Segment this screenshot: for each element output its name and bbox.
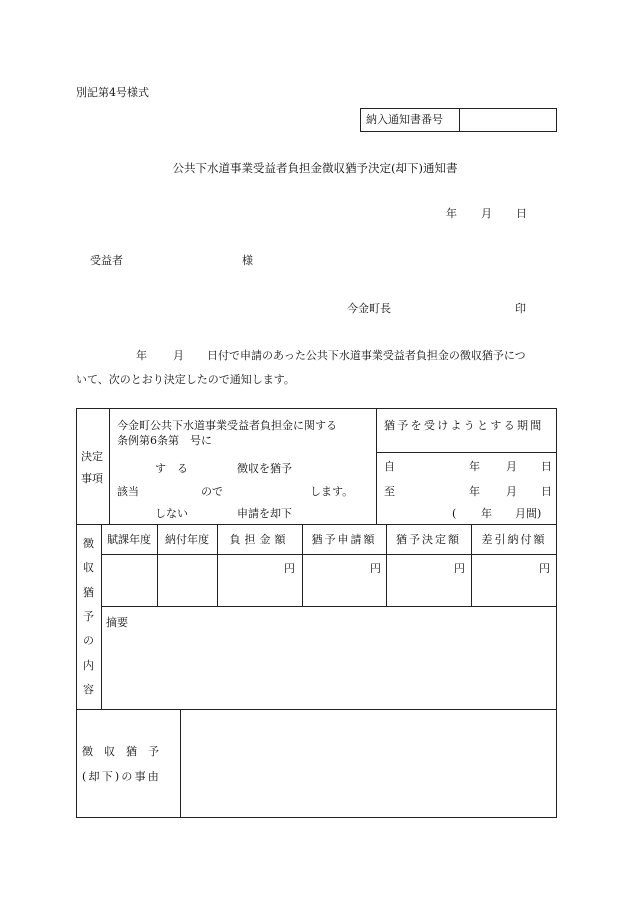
- decision-header-divider: [109, 408, 110, 524]
- to-day: 日: [541, 485, 552, 498]
- side-char: 猶: [83, 585, 94, 599]
- col-header-sashihiki: 差引納付額: [481, 533, 547, 546]
- yen-sashihiki: 円: [539, 562, 550, 575]
- duration-year: 年: [481, 507, 492, 520]
- period-divider: [376, 408, 377, 524]
- option-shinai: しない: [155, 507, 188, 520]
- content-side-divider: [101, 524, 102, 709]
- decision-section-rule: [76, 524, 557, 525]
- col-header-kettei: 猶予決定額: [396, 533, 461, 546]
- option-kyakka: 申請を却下: [237, 507, 292, 520]
- memo-label: 摘要: [106, 616, 128, 629]
- notice-number-divider: [459, 108, 460, 132]
- date-month: 月: [481, 207, 492, 220]
- decision-header-top: 決定: [81, 450, 103, 463]
- yen-kettei: 円: [454, 562, 465, 575]
- content-side-label: [76, 537, 101, 697]
- to-month: 月: [506, 485, 517, 498]
- period-to: 至: [384, 485, 395, 498]
- recipient-label: 受益者: [90, 254, 123, 267]
- side-char: 容: [83, 682, 94, 696]
- from-day: 日: [541, 460, 552, 473]
- amount-row-rule: [101, 606, 557, 607]
- shimasu-label: します。: [310, 485, 354, 498]
- node-label: ので: [201, 485, 223, 498]
- body-month: 月: [173, 349, 184, 362]
- reason-label-line2: (却下)の事由: [82, 770, 161, 783]
- body-line1: 日付で申請のあった公共下水道事業受益者負担金の徴収猶予につ: [207, 349, 526, 362]
- yen-futankin: 円: [284, 562, 295, 575]
- period-from: 自: [384, 460, 395, 473]
- side-char: 内: [83, 658, 94, 672]
- option-choshu: 徴収を猶予: [237, 462, 292, 475]
- side-char: の: [83, 634, 94, 648]
- reason-label-line1: 徴収猶予: [82, 745, 170, 758]
- reason-divider: [180, 709, 181, 818]
- date-year: 年: [446, 207, 457, 220]
- from-month: 月: [506, 460, 517, 473]
- side-char: 予: [83, 609, 94, 623]
- col-header-futankin: 負担金額: [229, 533, 290, 546]
- duration-open: (: [452, 507, 457, 520]
- decision-header-bottom: 事項: [81, 472, 103, 485]
- col-header-shinsei: 猶予申請額: [311, 533, 377, 546]
- period-label: 猶予を受けようとする期間: [384, 419, 544, 432]
- duration-months: 月間): [515, 507, 542, 520]
- yen-shinsei: 円: [370, 562, 381, 575]
- ordinance-line1: 今金町公共下水道事業受益者負担金に関する: [117, 419, 337, 432]
- notice-number-label: 納入通知書番号: [366, 113, 443, 126]
- gaito-label: 該当: [117, 485, 139, 498]
- col-header-nofu-nendo: 納付年度: [165, 533, 209, 546]
- columns-header-rule: [101, 554, 557, 555]
- seal-mark: 印: [515, 302, 526, 315]
- to-year: 年: [469, 485, 480, 498]
- side-char: 徴: [83, 537, 94, 550]
- content-section-rule: [76, 709, 557, 710]
- ordinance-line2: 条例第6条第 号に: [117, 434, 212, 447]
- col-header-fuka-nendo: 賦課年度: [107, 533, 151, 546]
- date-day: 日: [516, 207, 527, 220]
- form-id: 別記第4号様式: [76, 86, 149, 99]
- issuer-label: 今金町長: [347, 302, 391, 315]
- body-year: 年: [136, 349, 147, 362]
- recipient-honorific: 様: [242, 254, 253, 267]
- side-char: 収: [83, 561, 94, 575]
- period-header-rule: [376, 452, 557, 453]
- from-year: 年: [469, 460, 480, 473]
- document-title: 公共下水道事業受益者負担金徴収猶予決定(却下)通知書: [172, 161, 458, 175]
- option-suru: す る: [155, 462, 188, 475]
- body-line2: いて、次のとおり決定したので通知します。: [76, 373, 295, 386]
